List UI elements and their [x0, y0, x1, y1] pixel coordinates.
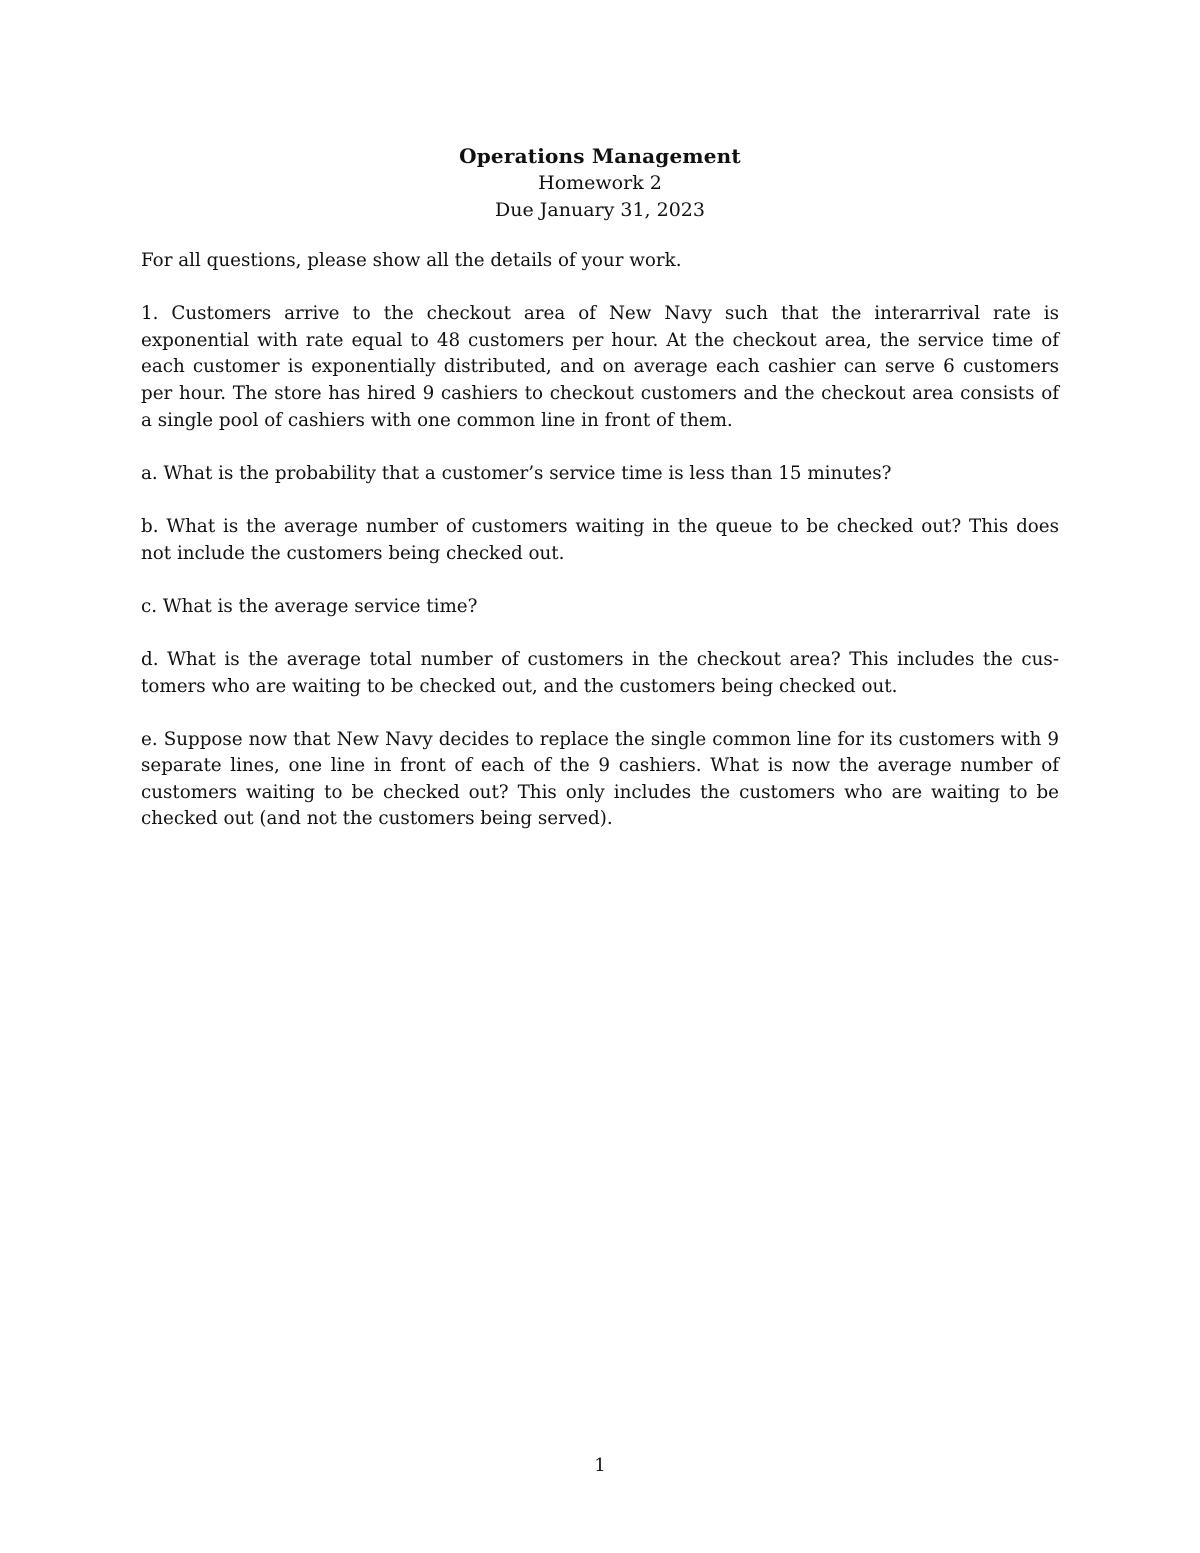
document-body	[141, 248, 1059, 860]
due-date: Due January 31, 2023	[495, 199, 705, 221]
question-1-part-b: b. What is the average number of customers waiting in the queue to be checked out? This does not include the customers being checked out.	[141, 515, 1059, 564]
instructions-paragraph: For all questions, please show all the details of your work.	[141, 250, 682, 271]
page-number: 1	[594, 1455, 606, 1476]
question-1-part-a: a. What is the probability that a customer’s service time is less than 15 minutes?	[141, 462, 892, 484]
question-1-intro: 1. Customers arrive to the checkout area of New Navy such that the interarrival rate is exponential with rate equal to 48 customers per hour. At the checkout area, the service time of each customer is exponentially distributed, and on average each cashier can serve 6 customers per hour. The store has hired 9 cashiers to checkout customers and the checkout area consists of a single pool of cashiers with one common line in front of them.	[141, 303, 1059, 431]
homework-label: Homework 2	[538, 172, 662, 194]
question-1-part-e: e. Suppose now that New Navy decides to replace the single common line for its customers with 9 separate lines, one line in front of each of the 9 cashiers. What is now the average number of customers waiting to be checked out? This only includes the customers who are waiting to be checked out (and not the customers being served).	[141, 728, 1059, 830]
question-1-part-d: d. What is the average total number of customers in the checkout area? This includes the customers who are waiting to be checked out, and the customers being checked out.	[141, 648, 1059, 697]
document-title: Operations Management	[459, 144, 741, 168]
question-1-part-c: c. What is the average service time?	[141, 595, 478, 617]
document-header	[0, 142, 1200, 224]
